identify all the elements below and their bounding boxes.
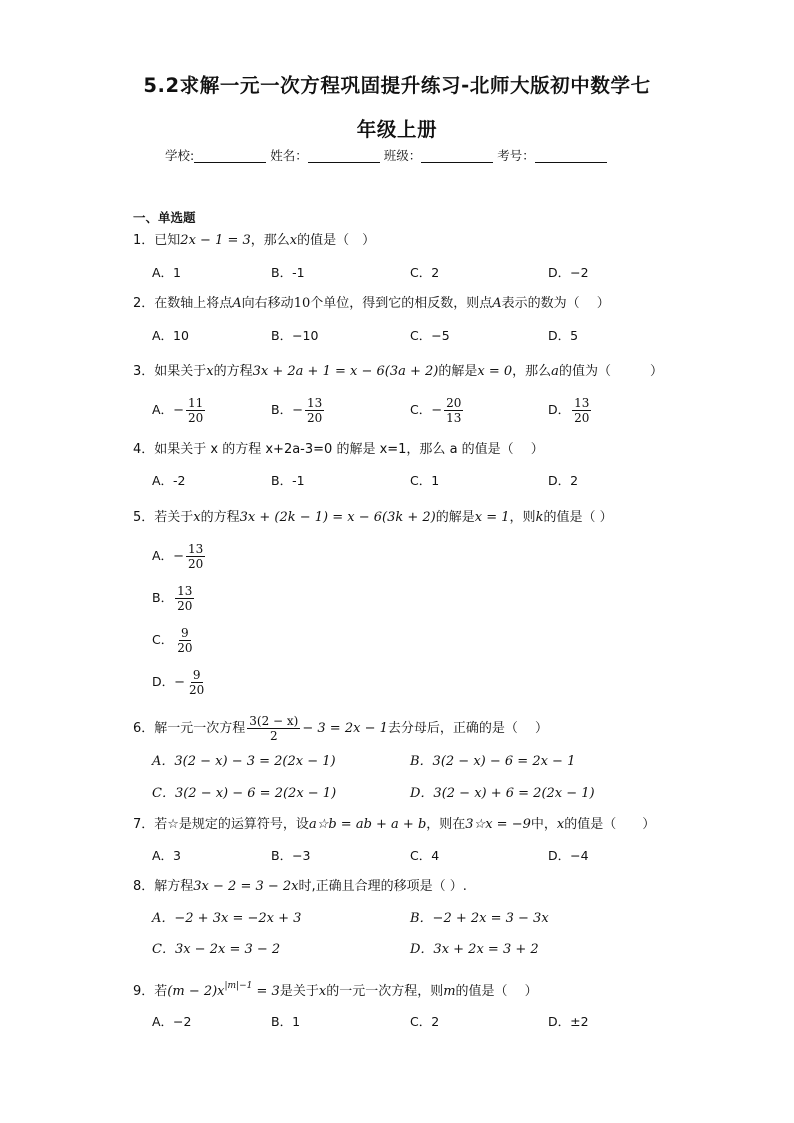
- variable: m: [443, 984, 456, 999]
- denominator: 2: [270, 729, 278, 743]
- sign: −: [292, 403, 303, 418]
- variable: x: [318, 984, 327, 999]
- fraction: [247, 714, 300, 743]
- solution: x = 1: [474, 510, 510, 525]
- school-blank[interactable]: [194, 148, 266, 163]
- question-text: 时,正确且合理的移项是（ ）.: [298, 879, 467, 894]
- equation: = 3: [252, 984, 280, 999]
- question-8: [133, 878, 467, 896]
- q8-option-a[interactable]: [152, 909, 301, 928]
- question-text: 的值为（ ）: [558, 364, 663, 379]
- solution: x = 0: [477, 364, 513, 379]
- sign: −: [174, 675, 186, 690]
- q2-option-b[interactable]: B．−10: [271, 328, 319, 343]
- option-text: C．3(2 − x) − 6 = 2(2x − 1): [152, 786, 337, 801]
- fraction: [572, 396, 591, 425]
- option-label: B．: [271, 402, 293, 417]
- equation: 3☆x = −9: [465, 817, 531, 832]
- question-text: 的一元一次方程，则: [326, 984, 444, 999]
- q8-option-b[interactable]: [410, 909, 549, 928]
- question-1: [133, 232, 375, 250]
- denominator: 20: [177, 641, 193, 655]
- q3-option-c[interactable]: [410, 396, 465, 425]
- q2-option-a[interactable]: A．10: [152, 328, 189, 343]
- option-text: D．3(2 − x) + 6 = 2(2x − 1): [410, 786, 595, 801]
- question-text: ，那么: [250, 233, 290, 248]
- fraction: [175, 626, 194, 655]
- option-label: D．: [152, 674, 175, 689]
- q5-option-b[interactable]: [152, 584, 196, 613]
- option-text: B．3(2 − x) − 6 = 2x − 1: [410, 754, 576, 769]
- variable: x: [556, 817, 565, 832]
- question-text: 已知: [154, 233, 181, 248]
- q1-option-c[interactable]: C．2: [410, 265, 440, 280]
- q7-option-c[interactable]: C．4: [410, 848, 440, 863]
- equation: 3x − 2 = 3 − 2x: [193, 879, 299, 894]
- q3-option-d[interactable]: [548, 396, 593, 425]
- denominator: 20: [574, 411, 590, 425]
- q4-option-b[interactable]: B．-1: [271, 473, 305, 488]
- worksheet-title-line2: 年级上册: [356, 118, 438, 141]
- denominator: 20: [187, 411, 204, 425]
- numerator: 13: [574, 396, 590, 410]
- equation: − 3 = 2x − 1: [302, 721, 388, 736]
- exponent: |m|−1: [224, 981, 253, 991]
- denominator: 20: [177, 599, 193, 613]
- section-heading: 一、单选题: [133, 210, 196, 225]
- question-text: 向右移动: [241, 296, 294, 311]
- option-label: C．: [152, 632, 174, 647]
- variable: x: [289, 233, 298, 248]
- numerator: 20: [446, 396, 462, 410]
- q6-option-a[interactable]: [152, 752, 336, 771]
- numerator: 9: [192, 668, 201, 682]
- question-text: 的值是（ ）: [455, 984, 538, 999]
- q2-option-c[interactable]: C．−5: [410, 328, 450, 343]
- question-text: 个单位，得到它的相反数，则点: [310, 296, 493, 311]
- question-text: 的解是: [438, 364, 478, 379]
- question-text: 9．若: [133, 984, 168, 999]
- q9-option-c[interactable]: C．2: [410, 1014, 440, 1029]
- class-label: 班级：: [383, 148, 422, 163]
- equation: 3x + 2a + 1 = x − 6(3a + 2): [252, 364, 439, 379]
- question-text: 7．若☆是规定的运算符号，设: [133, 817, 309, 832]
- option-label: B．: [152, 590, 174, 605]
- q7-option-d[interactable]: D．−4: [548, 848, 589, 863]
- question-9: [133, 977, 538, 1001]
- q1-option-a[interactable]: A．1: [152, 265, 182, 280]
- name-label: 姓名：: [270, 148, 308, 163]
- question-number: 1．: [133, 233, 155, 248]
- number-label: 考号：: [497, 148, 535, 163]
- option-text: D．3x + 2x = 3 + 2: [410, 942, 539, 957]
- number-blank[interactable]: [535, 148, 607, 163]
- worksheet-title-line1: 5.2求解一元一次方程巩固提升练习-北师大版初中数学七: [143, 74, 651, 97]
- fraction: [187, 668, 206, 697]
- question-text: 的值是（ ）: [543, 510, 613, 525]
- sign: −: [173, 549, 184, 564]
- q9-option-d[interactable]: D．±2: [548, 1014, 589, 1029]
- numerator: 13: [306, 396, 323, 410]
- question-4: 4．如果关于 x 的方程 x+2a-3=0 的解是 x=1，那么 a 的值是（ ）: [133, 442, 544, 457]
- point-label: A: [492, 296, 502, 311]
- fraction: [444, 396, 463, 425]
- question-3: [133, 363, 663, 381]
- q6-option-c[interactable]: [152, 784, 336, 803]
- option-text: B．−2 + 2x = 3 − 3x: [410, 911, 549, 926]
- question-text: ，则在: [426, 817, 466, 832]
- sign: −: [431, 403, 443, 418]
- definition: a☆b = ab + a + b: [308, 817, 427, 832]
- q2-option-d[interactable]: D．5: [548, 328, 579, 343]
- q4-option-a[interactable]: A．-2: [152, 473, 186, 488]
- variable: k: [535, 510, 544, 525]
- numerator: 11: [187, 396, 204, 410]
- question-text: 的值是（ ）: [297, 233, 376, 248]
- question-text: 中，: [530, 817, 557, 832]
- option-label: A．: [152, 402, 174, 417]
- variable: a: [551, 364, 559, 379]
- q1-option-b[interactable]: B．-1: [271, 265, 305, 280]
- q5-option-d[interactable]: [152, 668, 208, 697]
- question-text: 6．解一元一次方程: [133, 721, 246, 736]
- question-text: 5．若关于: [133, 510, 194, 525]
- question-text: 8．解方程: [133, 879, 194, 894]
- q5-option-a[interactable]: [152, 542, 207, 571]
- question-text: 3．如果关于: [133, 364, 207, 379]
- numerator: 13: [177, 584, 193, 598]
- question-5: [133, 509, 613, 527]
- question-text: 的方程: [213, 364, 253, 379]
- equation: (m − 2)x: [167, 984, 225, 999]
- question-text: ，那么: [512, 364, 552, 379]
- q3-option-b[interactable]: [271, 396, 326, 425]
- question-6: [133, 714, 548, 743]
- option-text: A．−2 + 3x = −2x + 3: [152, 911, 302, 926]
- numerator: 3(2 − x): [249, 714, 299, 728]
- point-label: A: [232, 296, 242, 311]
- q4-option-d[interactable]: D．2: [548, 473, 579, 488]
- variable: x: [193, 510, 201, 525]
- q7-option-b[interactable]: B．−3: [271, 848, 311, 863]
- q6-option-d[interactable]: [410, 784, 595, 803]
- denominator: 20: [306, 411, 323, 425]
- number: 10: [293, 296, 311, 311]
- fraction: [305, 396, 324, 425]
- question-text: 的值是（ ）: [564, 817, 656, 832]
- q9-option-b[interactable]: B．1: [271, 1014, 301, 1029]
- denominator: 20: [187, 557, 204, 571]
- question-2: [133, 295, 610, 313]
- q6-option-b[interactable]: [410, 752, 575, 771]
- question-7: [133, 816, 655, 834]
- fraction: [175, 584, 194, 613]
- numerator: 13: [187, 542, 204, 556]
- name-blank[interactable]: [308, 148, 380, 163]
- equation: 3x + (2k − 1) = x − 6(3k + 2): [239, 510, 436, 525]
- option-text: C．3x − 2x = 3 − 2: [152, 942, 281, 957]
- question-text: 2．在数轴上将点: [133, 296, 233, 311]
- q3-option-a[interactable]: [152, 396, 207, 425]
- option-label: A．: [152, 548, 174, 563]
- question-text: 去分母后，正确的是（ ）: [387, 721, 548, 736]
- denominator: 20: [189, 683, 205, 697]
- fraction: [186, 542, 205, 571]
- q4-option-c[interactable]: C．1: [410, 473, 440, 488]
- q7-option-a[interactable]: A．3: [152, 848, 182, 863]
- q5-option-c[interactable]: [152, 626, 197, 655]
- q1-option-d[interactable]: D．−2: [548, 265, 589, 280]
- question-text: 的解是: [435, 510, 475, 525]
- question-text: 是关于: [279, 984, 319, 999]
- class-blank[interactable]: [421, 148, 493, 163]
- question-text: ，则: [509, 510, 536, 525]
- option-text: A．3(2 − x) − 3 = 2(2x − 1): [152, 754, 336, 769]
- variable: x: [206, 364, 214, 379]
- question-text: 的方程: [200, 510, 240, 525]
- option-label: D．: [548, 402, 571, 417]
- q8-option-c[interactable]: [152, 940, 280, 959]
- sign: −: [173, 403, 184, 418]
- equation: 2x − 1 = 3: [180, 233, 251, 248]
- question-text: 表示的数为（ ）: [501, 296, 610, 311]
- student-info-row: [165, 146, 611, 164]
- q9-option-a[interactable]: A．−2: [152, 1014, 192, 1029]
- numerator: 9: [181, 626, 189, 640]
- fraction: [186, 396, 205, 425]
- school-label: 学校:: [165, 148, 195, 163]
- denominator: 13: [446, 411, 462, 425]
- q8-option-d[interactable]: [410, 940, 539, 959]
- option-label: C．: [410, 402, 432, 417]
